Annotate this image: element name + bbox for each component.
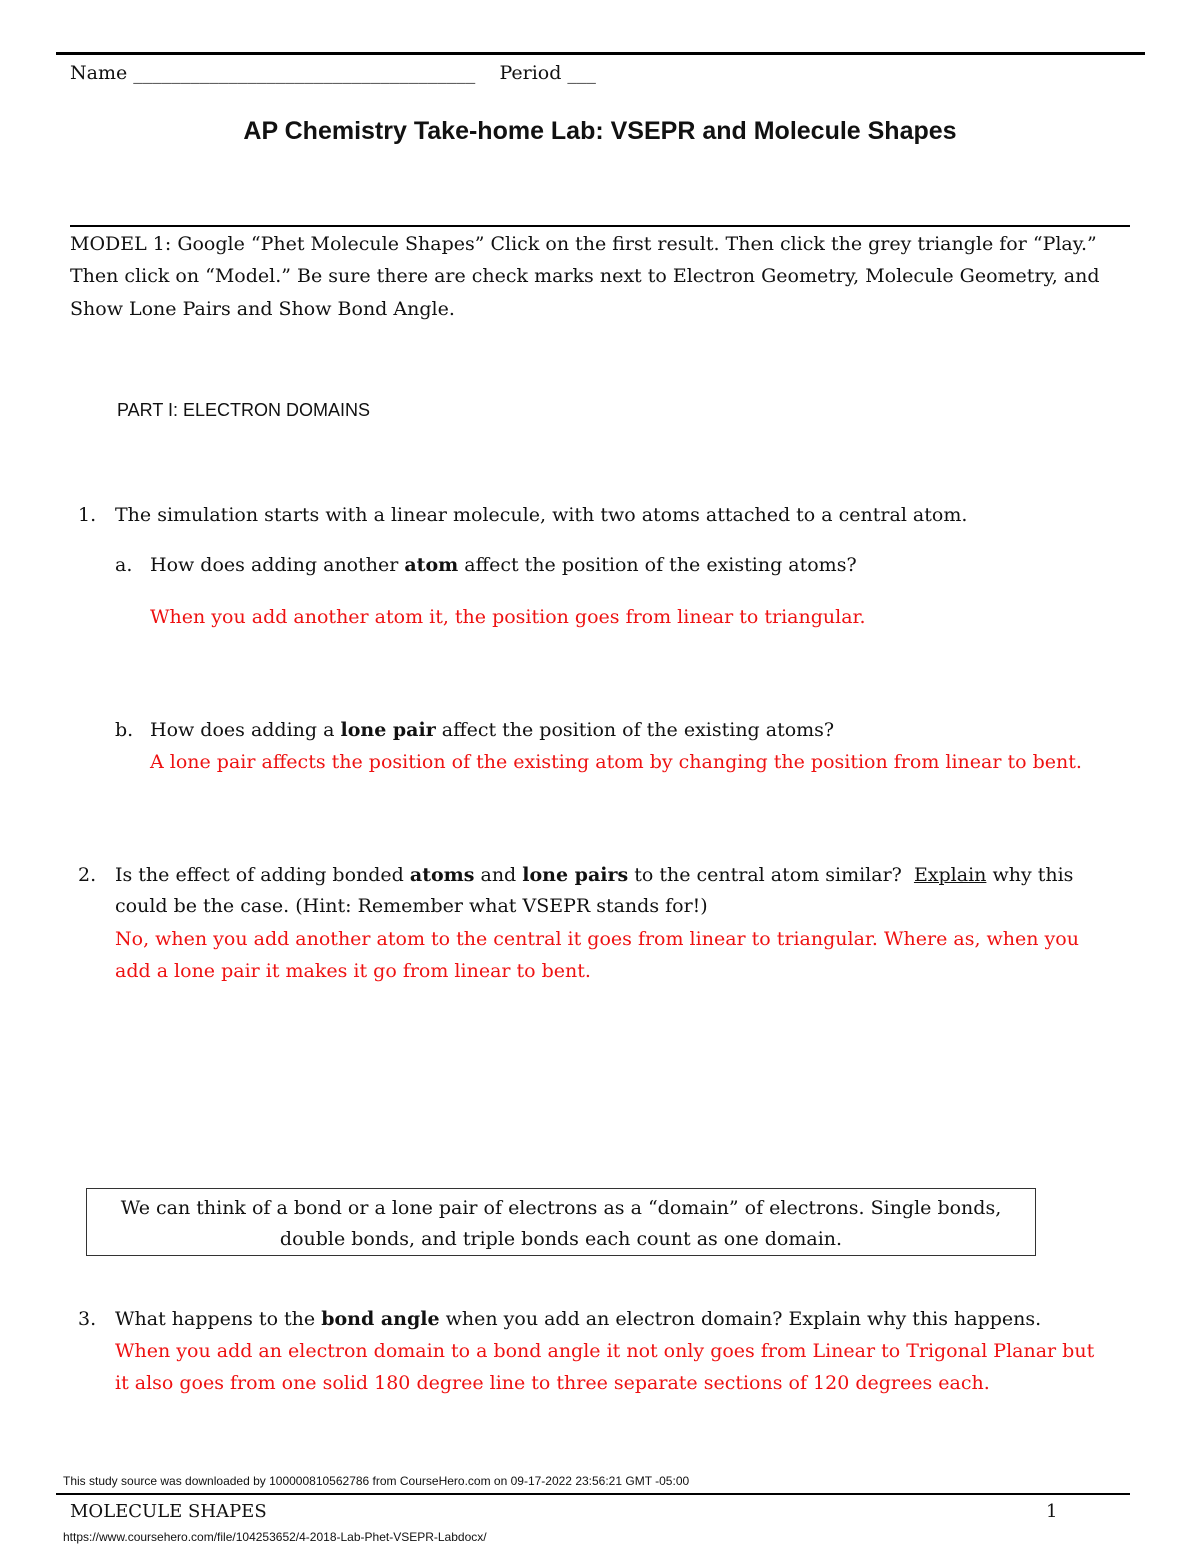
source-url[interactable]: https://www.coursehero.com/file/104253652/4-2018-Lab-Phet-VSEPR-Labdocx/ xyxy=(63,1530,487,1544)
q2-explain: Explain xyxy=(913,864,987,886)
q1-number: 1. xyxy=(78,504,97,526)
domain-box-line-1: We can think of a bond or a lone pair of electrons as a “domain” of electrons. Single bonds, xyxy=(120,1197,1002,1219)
q1a-label: a. xyxy=(115,554,133,576)
q2-end: why this xyxy=(986,864,1074,886)
page-number: 1 xyxy=(1046,1501,1058,1522)
header-top-rule xyxy=(56,52,1145,55)
q3-number: 3. xyxy=(78,1308,97,1330)
q3-text xyxy=(115,1303,1041,1335)
period-blank: ___ xyxy=(567,62,596,84)
q2-bold-atoms: atoms xyxy=(409,864,475,886)
q1b-bold: lone pair xyxy=(340,719,436,741)
q2-answer-line-1: No, when you add another atom to the central it goes from linear to triangular. Where as, when you xyxy=(115,928,1079,950)
model-line-3: Show Lone Pairs and Show Bond Angle. xyxy=(70,298,455,320)
model-top-rule xyxy=(70,225,1130,227)
q1a-post: affect the position of the existing atoms? xyxy=(458,554,857,576)
part1-heading: PART I: ELECTRON DOMAINS xyxy=(117,400,371,420)
q1b-label: b. xyxy=(115,719,134,741)
model-line-2: Then click on “Model.” Be sure there are check marks next to Electron Geometry, Molecule Geometry, and xyxy=(70,265,1100,287)
q1-text: The simulation starts with a linear molecule, with two atoms attached to a central atom. xyxy=(115,504,968,526)
q2-text-line-2: could be the case. (Hint: Remember what VSEPR stands for!) xyxy=(115,895,708,917)
name-blank: ____________________________________ xyxy=(133,62,476,84)
q2-post: to the central atom similar? xyxy=(628,864,914,886)
q1a-answer: When you add another atom it, the position goes from linear to triangular. xyxy=(150,606,866,628)
q1b-answer: A lone pair affects the position of the existing atom by changing the position from linear to bent. xyxy=(150,751,1082,773)
q3-answer-line-1: When you add an electron domain to a bond angle it not only goes from Linear to Trigonal Planar but xyxy=(115,1340,1095,1362)
period-label: Period xyxy=(499,62,562,84)
name-label: Name xyxy=(70,62,128,84)
q3-pre: What happens to the xyxy=(115,1308,322,1330)
domain-box-line-2: double bonds, and triple bonds each count as one domain. xyxy=(279,1228,843,1250)
running-title: MOLECULE SHAPES xyxy=(70,1501,267,1522)
footer-rule xyxy=(56,1493,1130,1495)
page-title: AP Chemistry Take-home Lab: VSEPR and Molecule Shapes xyxy=(243,117,957,145)
q3-post: when you add an electron domain? Explain why this happens. xyxy=(439,1308,1042,1330)
q2-text-line-1 xyxy=(115,859,1073,891)
q2-pre: Is the effect of adding bonded xyxy=(115,864,410,886)
q2-bold-lone-pairs: lone pairs xyxy=(522,864,629,886)
q1a-bold: atom xyxy=(404,554,459,576)
q2-mid: and xyxy=(474,864,523,886)
q1b-pre: How does adding a xyxy=(150,719,341,741)
domain-definition-box xyxy=(86,1188,1036,1256)
q1b-text xyxy=(150,714,834,746)
q1b-post: affect the position of the existing atoms? xyxy=(435,719,835,741)
q1a-text xyxy=(150,549,857,581)
q3-bold: bond angle xyxy=(321,1308,440,1330)
q2-answer-line-2: add a lone pair it makes it go from linear to bent. xyxy=(115,960,591,982)
q1a-pre: How does adding another xyxy=(150,554,405,576)
q2-number: 2. xyxy=(78,864,97,886)
q3-answer-line-2: it also goes from one solid 180 degree line to three separate sections of 120 degrees each. xyxy=(115,1372,990,1394)
name-period-line xyxy=(70,57,596,89)
source-note: This study source was downloaded by 100000810562786 from CourseHero.com on 09-17-2022 23:56:21 GMT -05:00 xyxy=(63,1474,690,1488)
model-line-1: MODEL 1: Google “Phet Molecule Shapes” Click on the first result. Then click the grey triangle for “Play.” xyxy=(70,233,1097,255)
